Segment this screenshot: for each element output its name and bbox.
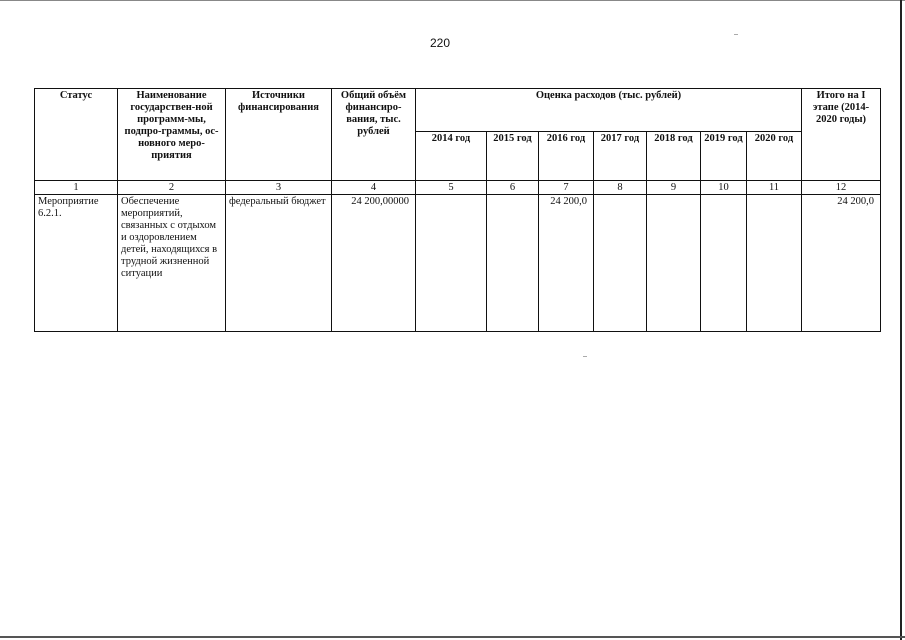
scan-bottom-edge bbox=[0, 636, 905, 638]
header-year-2020: 2020 год bbox=[747, 132, 802, 181]
row-year-2017-value bbox=[594, 195, 647, 332]
scan-top-edge bbox=[0, 0, 905, 1]
row-status: Мероприятие 6.2.1. bbox=[35, 195, 118, 332]
scan-right-edge bbox=[900, 0, 902, 640]
column-number: 8 bbox=[594, 181, 647, 195]
header-status: Статус bbox=[35, 89, 118, 181]
row-program-name: Обеспечение мероприятий, связанных с отдыхом и оздоровлением детей, находящихся в трудной жизненной ситуации bbox=[118, 195, 226, 332]
column-number: 9 bbox=[647, 181, 701, 195]
header-funding-sources: Источники финансирования bbox=[226, 89, 332, 181]
row-year-2019-value bbox=[701, 195, 747, 332]
row-stage-total-value: 24 200,0 bbox=[802, 195, 881, 332]
header-program-name: Наименование государствен-ной программ-мы, подпро-граммы, ос-новного меро-приятия bbox=[118, 89, 226, 181]
column-number: 4 bbox=[332, 181, 416, 195]
row-total-volume: 24 200,00000 bbox=[332, 195, 416, 332]
page-number: 220 bbox=[429, 36, 451, 50]
scan-speck bbox=[734, 34, 738, 35]
column-number: 12 bbox=[802, 181, 881, 195]
scan-speck bbox=[583, 356, 587, 357]
header-year-2018: 2018 год bbox=[647, 132, 701, 181]
column-number: 6 bbox=[487, 181, 539, 195]
budget-table bbox=[34, 88, 881, 332]
header-year-2014: 2014 год bbox=[416, 132, 487, 181]
header-expense-estimate: Оценка расходов (тыс. рублей) bbox=[416, 89, 802, 132]
row-year-2020-value bbox=[747, 195, 802, 332]
header-year-2017: 2017 год bbox=[594, 132, 647, 181]
header-year-2015: 2015 год bbox=[487, 132, 539, 181]
header-year-2016: 2016 год bbox=[539, 132, 594, 181]
row-funding-source: федеральный бюджет bbox=[226, 195, 332, 332]
row-year-2015-value bbox=[487, 195, 539, 332]
header-stage-total: Итого на I этапе (2014-2020 годы) bbox=[802, 89, 881, 181]
row-year-2018-value bbox=[647, 195, 701, 332]
header-year-2019: 2019 год bbox=[701, 132, 747, 181]
column-number: 7 bbox=[539, 181, 594, 195]
column-number: 2 bbox=[118, 181, 226, 195]
header-total-volume: Общий объём финансиро-вания, тыс. рублей bbox=[332, 89, 416, 181]
table-row bbox=[35, 195, 881, 332]
column-number: 1 bbox=[35, 181, 118, 195]
column-number: 10 bbox=[701, 181, 747, 195]
column-number-row bbox=[35, 181, 881, 195]
row-year-2014-value bbox=[416, 195, 487, 332]
column-number: 5 bbox=[416, 181, 487, 195]
column-number: 3 bbox=[226, 181, 332, 195]
header-row-main bbox=[35, 89, 881, 132]
row-year-2016-value: 24 200,0 bbox=[539, 195, 594, 332]
column-number: 11 bbox=[747, 181, 802, 195]
